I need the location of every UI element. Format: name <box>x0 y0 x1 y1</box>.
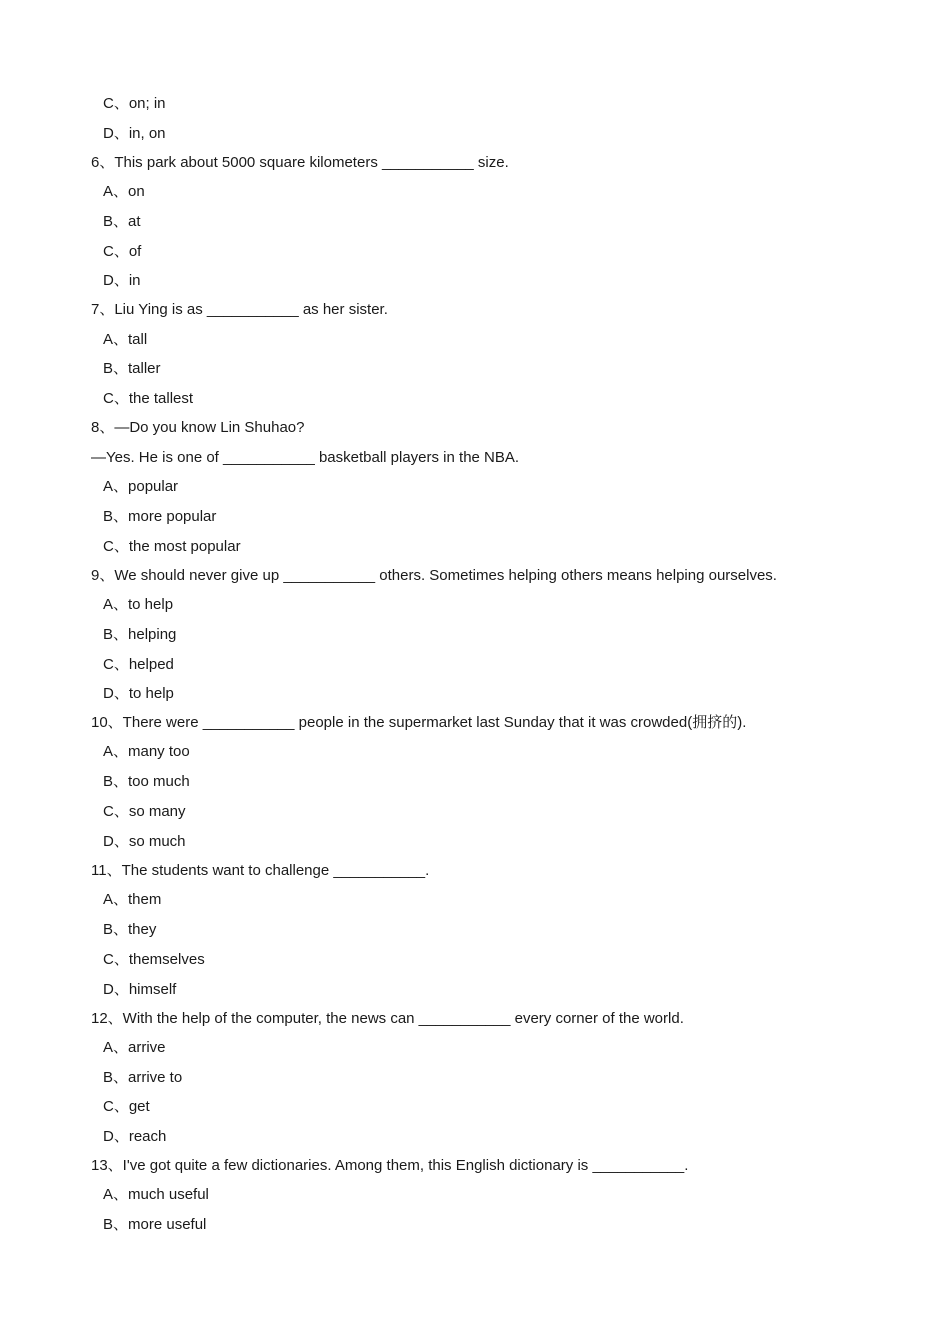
option-line: B、they <box>103 921 157 938</box>
option-line: A、many too <box>103 743 190 760</box>
option-line: D、in <box>103 272 141 289</box>
question-line: 10、There were ___________ people in the supermarket last Sunday that it was crowded(拥挤的). <box>91 714 747 731</box>
option-line: C、the most popular <box>103 538 241 555</box>
option-line: D、so much <box>103 833 186 850</box>
option-line: B、too much <box>103 773 190 790</box>
option-line: C、get <box>103 1098 150 1115</box>
question-line: 6、This park about 5000 square kilometers ___________ size. <box>91 154 509 171</box>
option-line: B、arrive to <box>103 1069 183 1086</box>
option-line: D、to help <box>103 685 174 702</box>
option-line: D、reach <box>103 1128 167 1145</box>
option-line: C、themselves <box>103 951 205 968</box>
question-line: 7、Liu Ying is as ___________ as her sister. <box>91 301 388 318</box>
option-line: A、tall <box>103 331 148 348</box>
option-line: A、much useful <box>103 1186 209 1203</box>
question-line: 12、With the help of the computer, the news can ___________ every corner of the world. <box>91 1010 684 1027</box>
question-line: 13、I've got quite a few dictionaries. Among them, this English dictionary is ___________. <box>91 1157 689 1174</box>
option-line: A、arrive <box>103 1039 166 1056</box>
option-line: A、popular <box>103 478 179 495</box>
option-line: C、the tallest <box>103 390 194 407</box>
option-line: D、himself <box>103 981 177 998</box>
option-line: B、more useful <box>103 1216 207 1233</box>
option-line: A、to help <box>103 596 174 613</box>
option-line: A、them <box>103 891 162 908</box>
question-line: 11、The students want to challenge ___________. <box>91 862 430 879</box>
option-line: B、taller <box>103 360 161 377</box>
option-line: C、so many <box>103 803 186 820</box>
option-line: B、helping <box>103 626 177 643</box>
question-line: —Yes. He is one of ___________ basketball players in the NBA. <box>91 449 520 466</box>
option-line: C、of <box>103 243 142 260</box>
option-line: B、at <box>103 213 141 230</box>
question-line: 9、We should never give up ___________ others. Sometimes helping others means helping ourselves. <box>91 567 777 584</box>
option-line: A、on <box>103 183 145 200</box>
option-line: D、in, on <box>103 125 166 142</box>
option-line: C、on; in <box>103 95 166 112</box>
option-line: C、helped <box>103 656 174 673</box>
option-line: B、more popular <box>103 508 217 525</box>
question-line: 8、—Do you know Lin Shuhao? <box>91 419 305 436</box>
